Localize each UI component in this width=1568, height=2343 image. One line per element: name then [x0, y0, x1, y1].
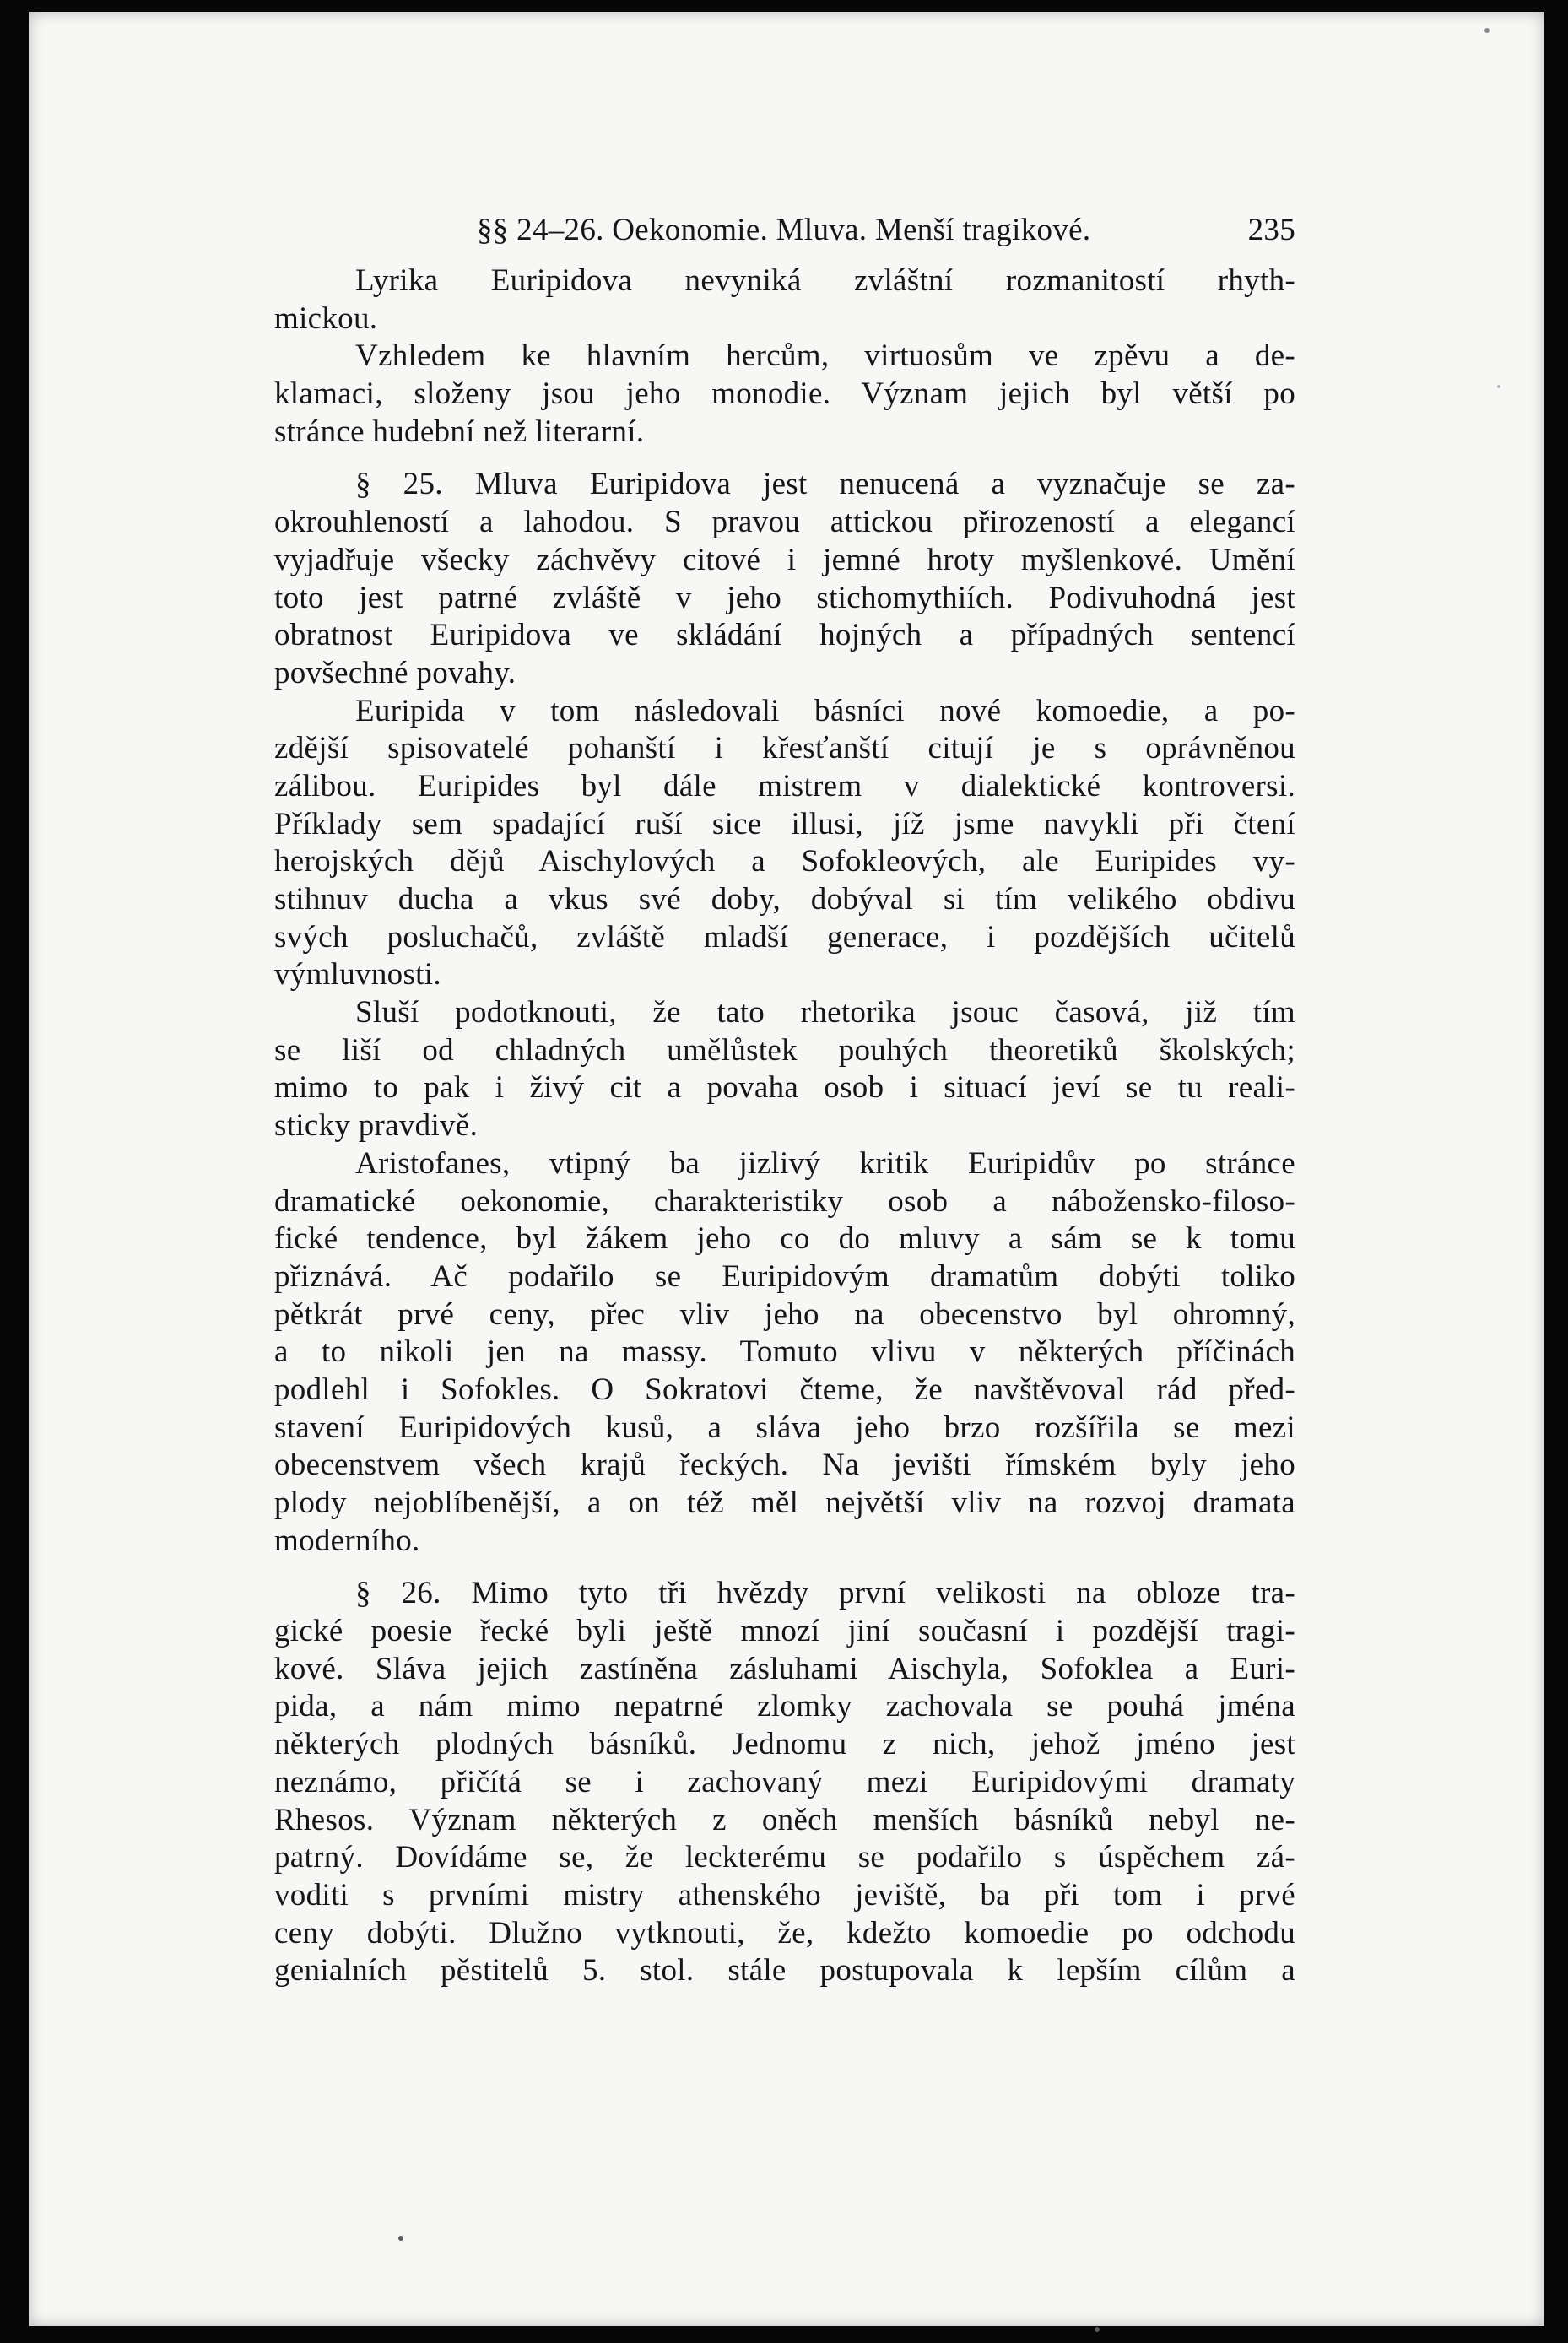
text-line: ceny dobýti. Dlužno vytknouti, že, kdežto komoedie po odchodu [274, 1915, 1295, 1951]
text-line: Vzhledem ke hlavním hercům, virtuosům ve zpěvu a de- [355, 338, 1295, 374]
text-line: obecenstvem všech krajů řeckých. Na jevišti římském byly jeho [274, 1447, 1295, 1483]
text-line: povšechné povahy. [274, 655, 516, 690]
text-line: stihnuv ducha a vkus své doby, dobýval si tím velikého obdivu [274, 882, 1295, 917]
text-line: toto jest patrné zvláště v jeho stichomythiích. Podivuhodná jest [274, 580, 1295, 615]
text-line: genialních pěstitelů 5. stol. stále postupovala k lepším cílům a [274, 1953, 1295, 1989]
text-line: vyjadřuje všecky záchvěvy citové i jemné hroty myšlenkové. Umění [274, 542, 1295, 577]
text-line: neznámo, přičítá se i zachovaný mezi Euripidovými dramaty [274, 1764, 1295, 1799]
text-line: § 25. Mluva Euripidova jest nenucená a vyznačuje se za- [355, 467, 1295, 502]
text-line: podlehl i Sofokles. O Sokratovi čteme, že navštěvoval rád před- [274, 1372, 1295, 1407]
text-line: sticky pravdivě. [274, 1108, 479, 1144]
text-line: moderního. [274, 1523, 420, 1558]
text-line: Příklady sem spadající ruší sice illusi, jíž jsme navykli při čtení [274, 806, 1295, 841]
text-line: Aristofanes, vtipný ba jizlivý kritik Euripidův po stránce [355, 1145, 1295, 1181]
text-line: se liší od chladných umělůstek pouhých theoretiků školských; [274, 1032, 1295, 1068]
running-header [274, 212, 1295, 262]
book-page [29, 12, 1544, 2326]
text-line: Euripida v tom následovali básníci nové komoedie, a po- [355, 693, 1295, 728]
text-line: klamaci, složeny jsou jeho monodie. Význam jejich byl větší po [274, 376, 1295, 412]
page-text-block [274, 212, 1295, 1990]
text-line: svých posluchačů, zvláště mladší generace, i pozdějších učitelů [274, 919, 1295, 955]
text-line: obratnost Euripidova ve skládání hojných a případných sentencí [274, 618, 1295, 653]
text-line: voditi s prvními mistry athenského jeviště, ba při tom i prvé [274, 1877, 1295, 1913]
text-line: zdější spisovatelé pohanští i křesťanští citují je s oprávněnou [274, 731, 1295, 766]
speck [1095, 2327, 1100, 2332]
text-line: dramatické oekonomie, charakteristiky osob a nábožensko-filoso- [274, 1183, 1295, 1219]
text-line: mickou. [274, 300, 378, 336]
text-line: herojských dějů Aischylových a Sofokleových, ale Euripides vy- [274, 844, 1295, 879]
text-line: okrouhleností a lahodou. S pravou attickou přirozeností a elegancí [274, 505, 1295, 540]
text-line: gické poesie řecké byli ještě mnozí jiní současní i pozdější tragi- [274, 1614, 1295, 1649]
text-line: pida, a nám mimo nepatrné zlomky zachovala se pouhá jména [274, 1689, 1295, 1724]
text-line: kové. Sláva jejich zastíněna zásluhami Aischyla, Sofoklea a Euri- [274, 1651, 1295, 1686]
text-line: stavení Euripidových kusů, a sláva jeho brzo rozšířila se mezi [274, 1410, 1295, 1445]
text-line: Sluší podotknouti, že tato rhetorika jsouc časová, již tím [355, 995, 1295, 1031]
text-line: stránce hudební než literarní. [274, 414, 645, 449]
text-line: výmluvnosti. [274, 957, 441, 993]
body-text [274, 262, 1295, 1990]
text-line: pětkrát prvé ceny, přec vliv jeho na obecenstvo byl ohromný, [274, 1296, 1295, 1332]
text-line: některých plodných básníků. Jednomu z nich, jehož jméno jest [274, 1727, 1295, 1762]
page-number: 235 [1247, 213, 1295, 247]
running-title: §§ 24–26. Oekonomie. Mluva. Menší tragikové. [477, 213, 1091, 247]
text-line: přiznává. Ač podařilo se Euripidovým dramatům dobýti toliko [274, 1258, 1295, 1294]
text-line: Rhesos. Význam některých z oněch menších básníků nebyl ne- [274, 1802, 1295, 1837]
text-line: zálibou. Euripides byl dále mistrem v dialektické kontroversi. [274, 768, 1295, 804]
text-line: plody nejoblíbenější, a on též měl největší vliv na rozvoj dramata [274, 1485, 1295, 1520]
text-line: mimo to pak i živý cit a povaha osob i situací jeví se tu reali- [274, 1070, 1295, 1106]
text-line: Lyrika Euripidova nevyniká zvláštní rozmanitostí rhyth- [355, 263, 1295, 298]
text-line: fické tendence, byl žákem jeho co do mluvy a sám se k tomu [274, 1221, 1295, 1257]
text-line: a to nikoli jen na massy. Tomuto vlivu v některých příčinách [274, 1334, 1295, 1370]
text-line: § 26. Mimo tyto tři hvězdy první velikosti na obloze tra- [355, 1576, 1295, 1611]
text-line: patrný. Dovídáme se, že leckterému se podařilo s úspěchem zá- [274, 1840, 1295, 1875]
